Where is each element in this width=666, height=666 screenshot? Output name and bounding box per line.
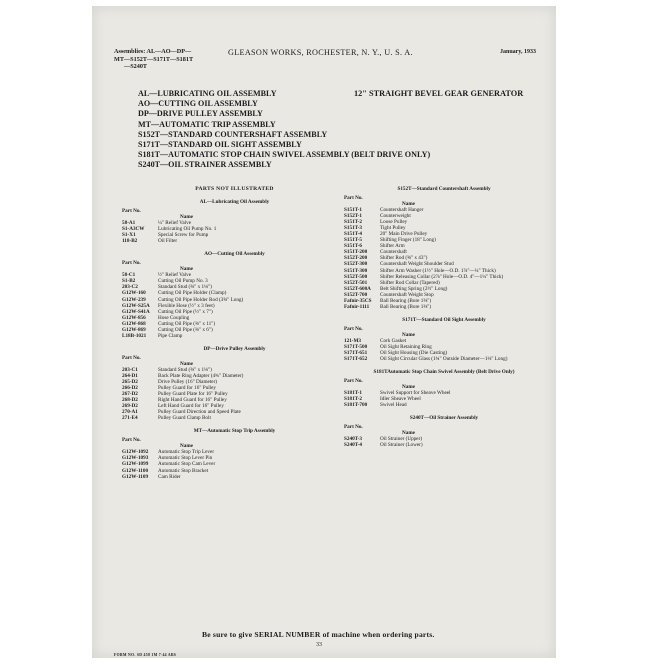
part-number: S151T-2	[344, 219, 362, 226]
name-header: Name	[402, 384, 415, 391]
part-name: Counterweight	[380, 213, 411, 220]
section-title: AL—Lubricating Oil Assembly	[199, 199, 270, 206]
part-number: 269-D2	[122, 403, 138, 410]
part-number: S151T-3	[344, 225, 362, 232]
part-row	[122, 415, 347, 421]
part-name: Cutting Oil Pipe (⅜" x 6")	[158, 326, 213, 333]
part-number: S171T-651	[344, 349, 368, 356]
section-title: S171T—Standard Oil Sight Assembly	[402, 316, 486, 323]
section-title: DP—Drive Pulley Assembly	[203, 345, 266, 352]
part-row	[344, 402, 544, 408]
part-name: Shifter Rod Collar (Tapered)	[380, 279, 440, 286]
part-row	[344, 356, 544, 362]
part-number: 121-M3	[344, 337, 361, 344]
part-number: G12W-S25A	[122, 302, 150, 309]
name-header: Name	[180, 214, 193, 221]
part-name: Swivel Support for Sheave Wheel	[380, 390, 451, 397]
part-name: Drive Pulley (16" Diameter)	[158, 378, 218, 385]
parts-section	[122, 346, 347, 421]
part-number: 58-A1	[122, 220, 136, 227]
part-number: S181T-2	[344, 396, 362, 403]
part-number: G12W-S41A	[122, 308, 150, 315]
part-number: 265-D2	[122, 378, 138, 385]
part-name: 20" Main Drive Pulley	[380, 231, 428, 238]
part-no-header: Part No.	[122, 208, 141, 215]
part-no-header: Part No.	[344, 424, 363, 431]
part-name: Pulley Guard Clamp Bolt	[158, 415, 211, 422]
part-number: 58-C1	[122, 272, 136, 279]
part-name: Oil Strainer (Upper)	[380, 436, 423, 443]
column-header	[122, 208, 347, 220]
part-number: G12W-1099	[122, 461, 149, 468]
parts-not-illustrated-title: PARTS NOT ILLUSTRATED	[195, 186, 274, 192]
part-number: S151T-6	[344, 243, 362, 250]
part-name: Pulley Guard for 16" Pulley	[158, 385, 217, 392]
part-number: S171T-500	[344, 343, 368, 350]
part-name: Shifting Finger (18" Long)	[380, 237, 436, 244]
part-number: G12W-869	[122, 326, 146, 333]
part-number: G12W-1093	[122, 455, 149, 462]
part-name: Tight Pulley	[380, 225, 406, 232]
part-number: S1-X1	[122, 232, 136, 239]
column-header	[344, 378, 544, 390]
part-number: G12W-1109	[122, 473, 149, 480]
part-name: Shifter Arm	[380, 243, 405, 250]
part-name: Automatic Stop Trip Lever	[158, 449, 215, 456]
part-no-header: Part No.	[122, 260, 141, 267]
parts-section	[344, 186, 544, 310]
part-number: S152T-200	[344, 255, 368, 262]
part-number: S151T-200	[344, 249, 368, 256]
part-name: Ball Bearing (Bore 1⅜")	[380, 297, 432, 304]
left-parts-column	[122, 186, 347, 487]
part-row	[122, 333, 347, 339]
part-number: S240T-4	[344, 442, 362, 449]
machine-title: 12" STRAIGHT BEVEL GEAR GENERATOR	[354, 89, 524, 98]
part-name: Oil Sight Retaining Ring	[380, 343, 432, 350]
part-number: G12W-868	[122, 320, 146, 327]
name-header: Name	[180, 360, 193, 367]
assembly-code-line: DP—DRIVE PULLEY ASSEMBLY	[138, 109, 263, 119]
part-name: Countershaft	[380, 249, 407, 256]
part-name: ¼" Relief Valve	[158, 220, 191, 227]
part-number: S152T-700	[344, 291, 368, 298]
column-header	[344, 424, 544, 436]
part-name: Oil Filter	[158, 238, 178, 245]
part-number: S181T-1	[344, 390, 362, 397]
assembly-code-list	[138, 89, 430, 171]
assembly-code-line: S152T—STANDARD COUNTERSHAFT ASSEMBLY	[138, 129, 328, 139]
part-number: G12W-239	[122, 296, 146, 303]
section-title: AO—Cutting Oil Assembly	[204, 251, 265, 258]
name-header: Name	[402, 201, 415, 208]
part-number: S152T-300	[344, 261, 368, 268]
name-header: Name	[402, 331, 415, 338]
part-number: 264-D1	[122, 372, 138, 379]
part-number: S151T-4	[344, 231, 362, 238]
parts-section	[122, 428, 347, 479]
section-title: S240T—Oil Strainer Assembly	[409, 415, 479, 422]
part-number: 270-A1	[122, 409, 138, 416]
assembly-code-line: AL—LUBRICATING OIL ASSEMBLY	[138, 89, 277, 98]
assembly-code-line: S171T—STANDARD OIL SIGHT ASSEMBLY	[138, 140, 302, 150]
assembly-code-line: S181T—AUTOMATIC STOP CHAIN SWIVEL ASSEMBLY (BELT DRIVE ONLY)	[138, 150, 431, 160]
part-name: Cutting Oil Pump No. 3	[158, 278, 208, 285]
part-name: Cork Gasket	[380, 337, 407, 344]
part-name: Countershaft Weight Shoulder Stud	[380, 261, 454, 268]
part-no-header: Part No.	[122, 437, 141, 444]
part-name: Shifter Arm Washer (1½" Hole—O.D. 1⅞"—¼" Thick)	[380, 267, 496, 274]
part-name: Cutting Oil Pipe Holder Rod (3⅝" Long)	[158, 296, 244, 303]
part-name: Pulley Guard Direction and Speed Plate	[158, 409, 241, 416]
part-name: Lubricating Oil Pump No. 1	[158, 226, 217, 233]
part-number: S152T-501	[344, 279, 368, 286]
column-header	[122, 355, 347, 367]
part-number: S1-A3CW	[122, 226, 145, 233]
part-number: G12W-1100	[122, 467, 149, 474]
part-name: Cam Rider	[158, 473, 181, 480]
part-row	[122, 474, 347, 480]
part-number: G12W-856	[122, 314, 146, 321]
part-number: 268-D2	[122, 397, 138, 404]
part-name: Cutting Oil Pipe (⅜" x 11")	[158, 320, 216, 327]
part-name: Flexible Hose (½" x 3 feet)	[158, 302, 215, 309]
part-name: Back Plate Ring Adapter (4¾" Diameter)	[158, 372, 244, 379]
part-number: S152T-600A	[344, 285, 371, 292]
part-number: 266-D2	[122, 385, 138, 392]
assemblies-line: MT—S152T—S171T—S181T	[114, 55, 194, 63]
part-name: Belt Shifting Spring (2½" Long)	[380, 285, 448, 292]
part-number: 203-C1	[122, 366, 138, 373]
serial-number-notice: Be sure to give SERIAL NUMBER of machine when ordering parts.	[202, 630, 435, 639]
right-parts-column	[344, 186, 544, 455]
part-number: S151T-5	[344, 237, 362, 244]
part-name: Left Hand Guard for 16" Pulley	[158, 403, 224, 410]
parts-section	[122, 199, 347, 244]
part-name: Countershaft Weight Stop	[380, 291, 434, 298]
assembly-code-line: MT—AUTOMATIC TRIP ASSEMBLY	[138, 119, 276, 129]
part-row	[344, 304, 544, 310]
part-name: Special Screw for Pump	[158, 232, 209, 239]
part-row	[344, 442, 544, 448]
part-name: Hose Coupling	[158, 314, 190, 321]
part-number: Fafnir-1111	[344, 303, 370, 310]
part-name: Idler Sheave Wheel	[380, 396, 421, 403]
parts-section	[122, 251, 347, 339]
part-name: Cutting Oil Pipe Holder (Clamp)	[158, 290, 227, 297]
name-header: Name	[402, 430, 415, 437]
part-name: Countershaft Hanger	[380, 207, 424, 214]
name-header: Name	[180, 443, 193, 450]
part-name: Pulley Guard Plate for 16" Pulley	[158, 391, 228, 398]
part-number: S171T-652	[344, 356, 368, 363]
part-name: Swivel Head	[380, 402, 407, 409]
assemblies-line: —S240T	[124, 63, 148, 70]
part-no-header: Part No.	[344, 195, 363, 202]
part-number: S240T-3	[344, 436, 362, 443]
section-title: S152T—Standard Countershaft Assembly	[397, 186, 491, 192]
company-name: GLEASON WORKS, ROCHESTER, N. Y., U. S. A.	[228, 48, 413, 57]
part-number: S152T-500	[344, 273, 368, 280]
part-name: Oil Sight Housing (Die Casting)	[380, 349, 448, 356]
assemblies-header	[114, 48, 229, 71]
part-name: Ball Bearing (Bore 1⅜")	[380, 303, 432, 310]
assembly-code-line: S240T—OIL STRAINER ASSEMBLY	[138, 160, 272, 170]
part-number: G12W-1092	[122, 449, 149, 456]
part-name: Oil Strainer (Lower)	[380, 442, 423, 449]
column-header	[344, 326, 544, 338]
part-name: Standard Stud (⅜" x 1⅛")	[158, 366, 212, 373]
part-name: Pipe Clamp	[158, 332, 183, 339]
part-number: 267-D2	[122, 391, 138, 398]
part-number: 118-B2	[122, 238, 138, 245]
part-name: Oil Sight Circular Glass (1¾" Outside Diameter—1⅛" Long)	[380, 356, 508, 363]
parts-section	[344, 369, 544, 408]
part-no-header: Part No.	[344, 325, 363, 332]
part-row	[122, 238, 347, 244]
part-number: S151T-1	[344, 207, 362, 214]
column-header	[122, 260, 347, 272]
part-name: Loose Pulley	[380, 219, 408, 226]
parts-section	[344, 317, 544, 362]
section-title: S181TAutomatic Stop Chain Swivel Assembly (Belt Drive Only)	[373, 369, 515, 376]
assemblies-line: Assemblies: AL—AO—DP—	[114, 48, 192, 55]
part-no-header: Part No.	[344, 378, 363, 385]
part-name: Automatic Stop Bracket	[158, 467, 209, 474]
part-number: 271-E4	[122, 415, 138, 422]
part-number: S181T-700	[344, 402, 368, 409]
part-name: Standard Stud (⅜" x 1⅛")	[158, 284, 212, 291]
part-number: Fafnir-35CS	[344, 297, 372, 304]
page-number: 33	[316, 642, 322, 648]
document-date: January, 1933	[499, 49, 536, 55]
part-name: ½" Relief Valve	[158, 272, 191, 279]
part-name: Automatic Stop Lever Pin	[158, 455, 213, 462]
parts-section	[344, 415, 544, 448]
part-name: Automatic Stop Cam Lever	[158, 461, 216, 468]
column-header	[344, 195, 544, 207]
part-name: Shifter Releasing Collar (2⅞" Hole—O.D. 4"—1¼" Thick)	[380, 273, 504, 280]
part-no-header: Part No.	[122, 354, 141, 361]
part-name: Shifter Rod (⅝" x 43")	[380, 255, 428, 262]
part-number: G12W-160	[122, 290, 146, 297]
column-header	[122, 437, 347, 449]
name-header: Name	[180, 266, 193, 273]
part-number: S1-B2	[122, 278, 136, 285]
part-name: Cutting Oil Pipe (½" x 7")	[158, 308, 213, 315]
part-number: S151T-300	[344, 267, 368, 274]
part-number: S152T-1	[344, 213, 362, 220]
assembly-code-line: AO—CUTTING OIL ASSEMBLY	[138, 99, 258, 109]
part-number: 203-C2	[122, 284, 138, 291]
document-page	[92, 6, 556, 658]
part-name: Right Hand Guard for 16" Pulley	[158, 397, 227, 404]
form-number: FORM NO. SD 458 1M 7-44 ABS	[114, 653, 177, 657]
section-title: MT—Automatic Stop Trip Assembly	[193, 428, 276, 435]
part-number: L18B-1021	[122, 332, 147, 339]
